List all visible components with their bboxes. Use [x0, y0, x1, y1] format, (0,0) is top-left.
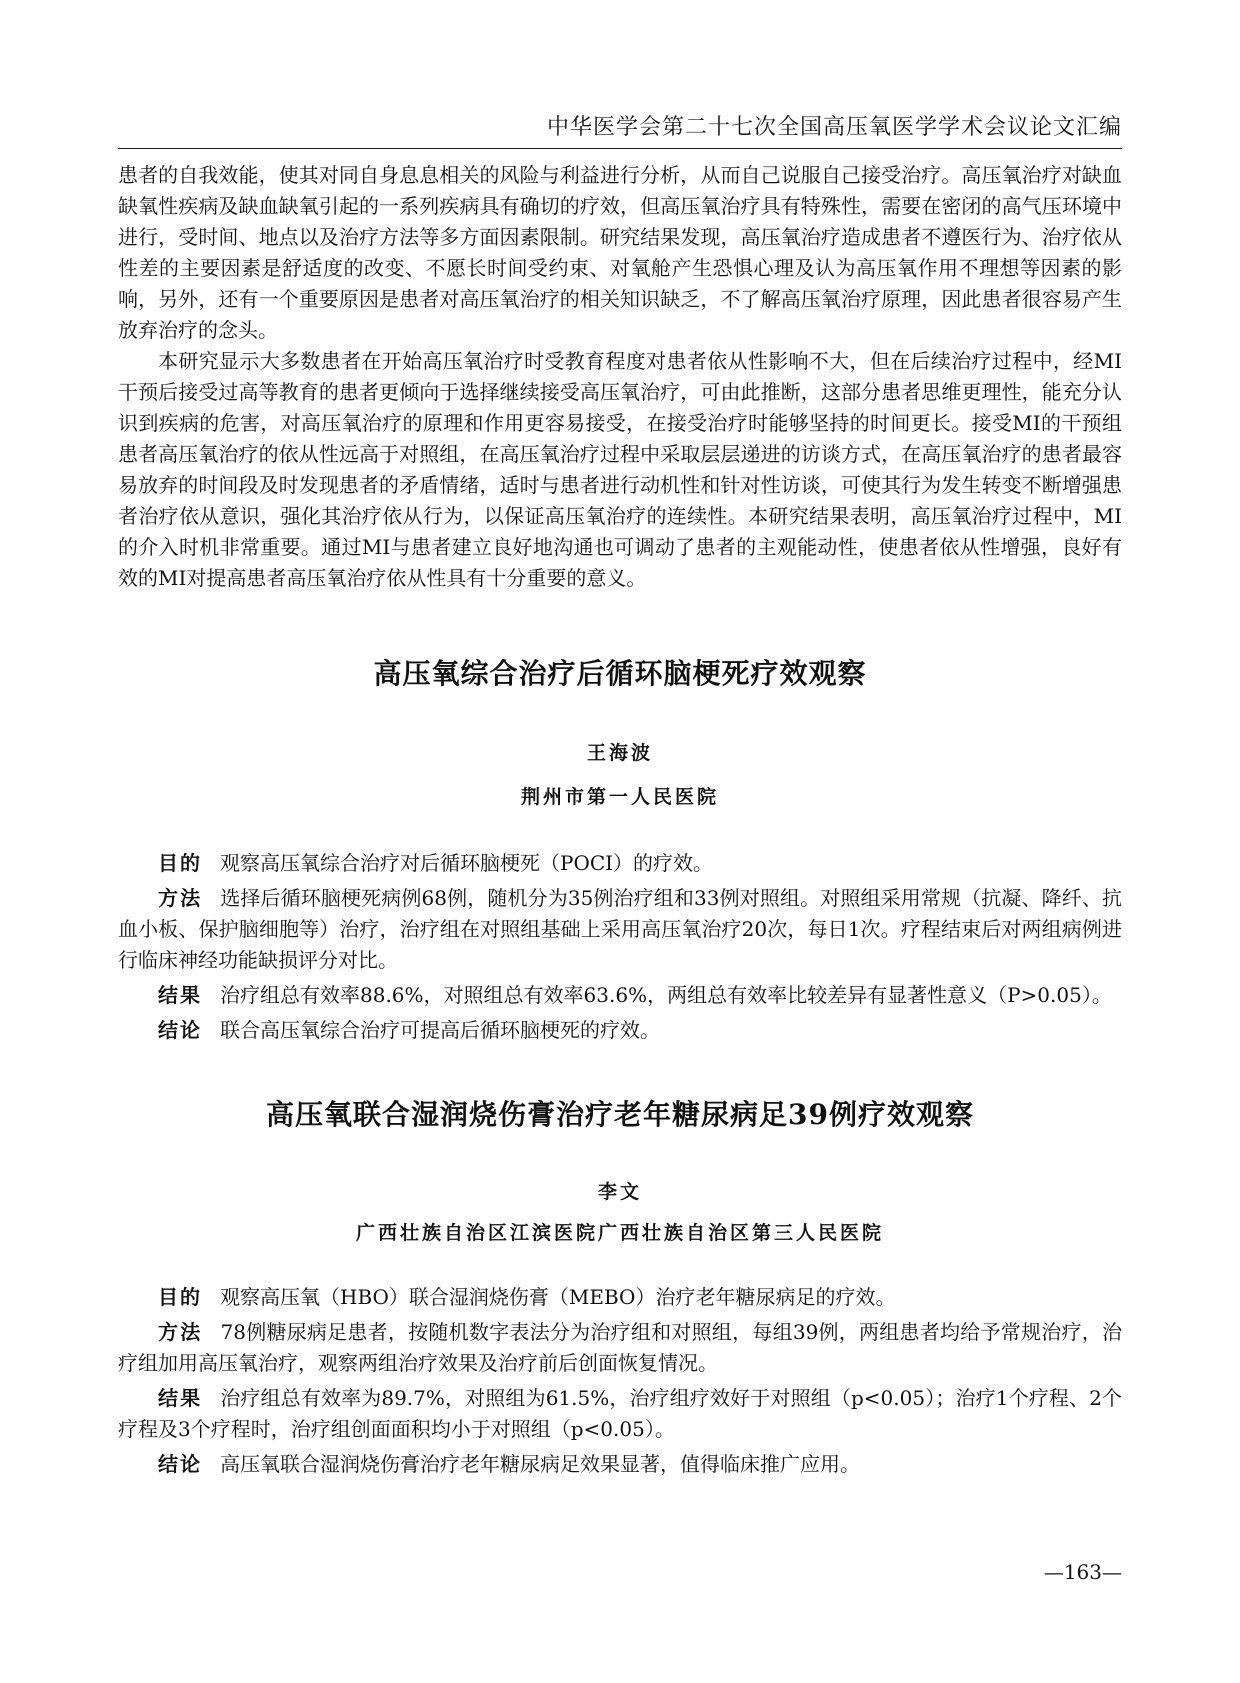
page-number: —163—	[1043, 1560, 1122, 1584]
article2-results	[118, 1383, 1122, 1445]
conclusion-text: 高压氧联合湿润烧伤膏治疗老年糖尿病足效果显著，值得临床推广应用。	[220, 1452, 860, 1476]
article1-objective	[118, 848, 1122, 879]
article1-affiliation: 荆州市第一人民医院	[520, 786, 719, 808]
methods-label: 方法	[158, 1320, 203, 1344]
body-paragraph-1: 患者的自我效能，使其对同自身息息相关的风险与利益进行分析，从而自己说服自己接受治疗。高压氧治疗对缺血缺氧性疾病及缺血缺氧引起的一系列疾病具有确切的疗效，但高压氧治疗具有特殊性，需要在密闭的高气压环境中进行，受时间、地点以及治疗方法等多方面因素限制。研究结果发现，高压氧治疗造成患者不遵医行为、治疗依从性差的主要因素是舒适度的改变、不愿长时间受约束、对氧舱产生恐惧心理及认为高压氧作用不理想等因素的影响，另外，还有一个重要原因是患者对高压氧治疗的相关知识缺乏，不了解高压氧治疗原理，因此患者很容易产生放弃治疗的念头。	[118, 163, 1122, 342]
results-text: 治疗组总有效率为89.7%，对照组为61.5%，治疗组疗效好于对照组（p<0.05）；治疗1个疗程、2个疗程及3个疗程时，治疗组创面面积均小于对照组（p<0.05）。	[118, 1386, 1122, 1441]
objective-label: 目的	[158, 851, 202, 875]
methods-label: 方法	[158, 886, 203, 910]
article2-author: 李文	[597, 1181, 642, 1203]
results-label: 结果	[158, 1386, 203, 1410]
methods-text: 78例糖尿病足患者，按随机数字表法分为治疗组和对照组，每组39例，两组患者均给予常规治疗，治疗组加用高压氧治疗，观察两组治疗效果及治疗前后创面恢复情况。	[118, 1320, 1122, 1375]
continued-body-text	[118, 160, 1122, 594]
article2-title: 高压氧联合湿润烧伤膏治疗老年糖尿病足39例疗效观察	[266, 1098, 974, 1131]
conclusion-label: 结论	[158, 1452, 202, 1476]
conclusion-label: 结论	[158, 1018, 202, 1042]
objective-label: 目的	[158, 1285, 202, 1309]
objective-text: 观察高压氧（HBO）联合湿润烧伤膏（MEBO）治疗老年糖尿病足的疗效。	[220, 1285, 896, 1309]
journal-header: 中华医学会第二十七次全国高压氧医学学术会议论文汇编	[546, 115, 1122, 140]
results-label: 结果	[158, 983, 202, 1007]
article2-objective	[118, 1282, 1122, 1313]
article1-methods	[118, 883, 1122, 976]
article1-author: 王海波	[586, 742, 653, 764]
methods-text: 选择后循环脑梗死病例68例，随机分为35例治疗组和33例对照组。对照组采用常规（抗凝、降纤、抗血小板、保护脑细胞等）治疗，治疗组在对照组基础上采用高压氧治疗20次，每日1次。疗程结束后对两组病例进行临床神经功能缺损评分对比。	[118, 886, 1123, 972]
article1-results	[118, 980, 1122, 1011]
results-text: 治疗组总有效率88.6%，对照组总有效率63.6%，两组总有效率比较差异有显著性意义（P>0.05）。	[220, 983, 1112, 1007]
article2-methods	[118, 1317, 1122, 1379]
objective-text: 观察高压氧综合治疗对后循环脑梗死（POCI）的疗效。	[220, 851, 714, 875]
article1-abstract	[118, 848, 1122, 1050]
article1-title: 高压氧综合治疗后循环脑梗死疗效观察	[373, 657, 867, 690]
article1-conclusion	[118, 1015, 1122, 1046]
header-divider	[118, 148, 1122, 149]
body-paragraph-2: 本研究显示大多数患者在开始高压氧治疗时受教育程度对患者依从性影响不大，但在后续治疗过程中，经MI干预后接受过高等教育的患者更倾向于选择继续接受高压氧治疗，可由此推断，这部分患者思维更理性，能充分认识到疾病的危害，对高压氧治疗的原理和作用更容易接受，在接受治疗时能够坚持的时间更长。接受MI的干预组患者高压氧治疗的依从性远高于对照组，在高压氧治疗过程中采取层层递进的访谈方式，在高压氧治疗的患者最容易放弃的时间段及时发现患者的矛盾情绪，适时与患者进行动机性和针对性访谈，可使其行为发生转变不断增强患者治疗依从意识，强化其治疗依从行为，以保证高压氧治疗的连续性。本研究结果表明，高压氧治疗过程中，MI的介入时机非常重要。通过MI与患者建立良好地沟通也可调动了患者的主观能动性，使患者依从性增强，良好有效的MI对提高患者高压氧治疗依从性具有十分重要的意义。	[118, 349, 1122, 590]
article2-conclusion	[118, 1449, 1122, 1480]
article2-abstract	[118, 1282, 1122, 1484]
article2-affiliation: 广西壮族自治区江滨医院广西壮族自治区第三人民医院	[355, 1222, 884, 1244]
conclusion-text: 联合高压氧综合治疗可提高后循环脑梗死的疗效。	[220, 1018, 660, 1042]
